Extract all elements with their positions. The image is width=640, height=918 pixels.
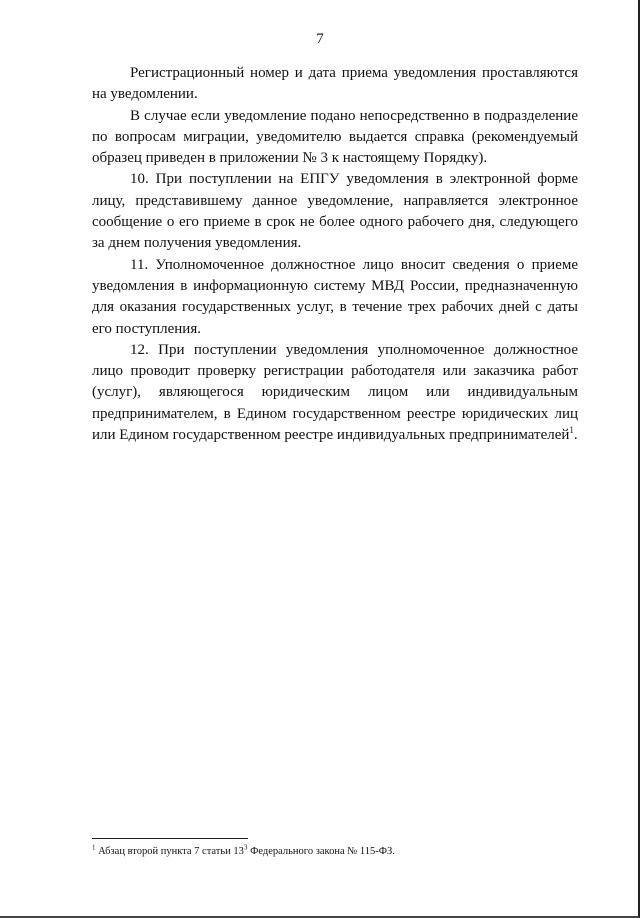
paragraph-12-registration-check: 12. При поступлении уведомления уполномоченное должностное лицо проводит проверку регистрации работодателя или заказчика работ (услуг), являющегося юридическим лицом или индивидуальным предпринимателем, в Едином государственном реестре юридических лиц или Едином государственном реестре индивидуальных предпринимателей$^1$. xyxy=(92,341,578,444)
footnote-separator xyxy=(92,838,248,839)
footnote-text-after: Федерального закона № 115-ФЗ. xyxy=(247,846,395,857)
footnote xyxy=(92,845,578,859)
paragraph-10-epgu: 10. При поступлении на ЕПГУ уведомления в электронной форме лицу, представившему данное уведомление, направляется электронное сообщение о его приеме в срок не более одного рабочего дня, следующего за днем получения уведомления. xyxy=(92,171,578,252)
page-number: 7 xyxy=(316,31,324,47)
document-body xyxy=(92,63,578,446)
footnote-marker: 1 xyxy=(92,843,96,852)
paragraph-12-text: 12. При поступлении уведомления уполномоченное должностное лицо проводит проверку регистрации работодателя или заказчика работ (услуг), являющегося юридическим лицом или индивидуальным предпринимателем, в Едином государственном реестре юридических лиц или Едином государственном реестре индивидуальных предпринимателей xyxy=(92,341,578,444)
footnote-text-before: Абзац второй пункта 7 статьи 13 xyxy=(98,846,244,857)
paragraph-direct-submission: В случае если уведомление подано непосредственно в подразделение по вопросам миграции, уведомителю выдается справка (рекомендуемый образец приведен в приложении № 3 к настоящему Порядку). xyxy=(92,107,578,167)
paragraph-11-information-system: 11. Уполномоченное должностное лицо вносит сведения о приеме уведомления в информационную систему МВД России, предназначенную для оказания государственных услуг, в течение трех рабочих дней с даты его поступления. xyxy=(92,256,578,337)
footnote-reference: 1 xyxy=(569,425,574,436)
paragraph-registration-number: Регистрационный номер и дата приема уведомления проставляются на уведомлении. xyxy=(92,65,578,103)
footnote-article-superscript: 3 xyxy=(243,843,248,852)
